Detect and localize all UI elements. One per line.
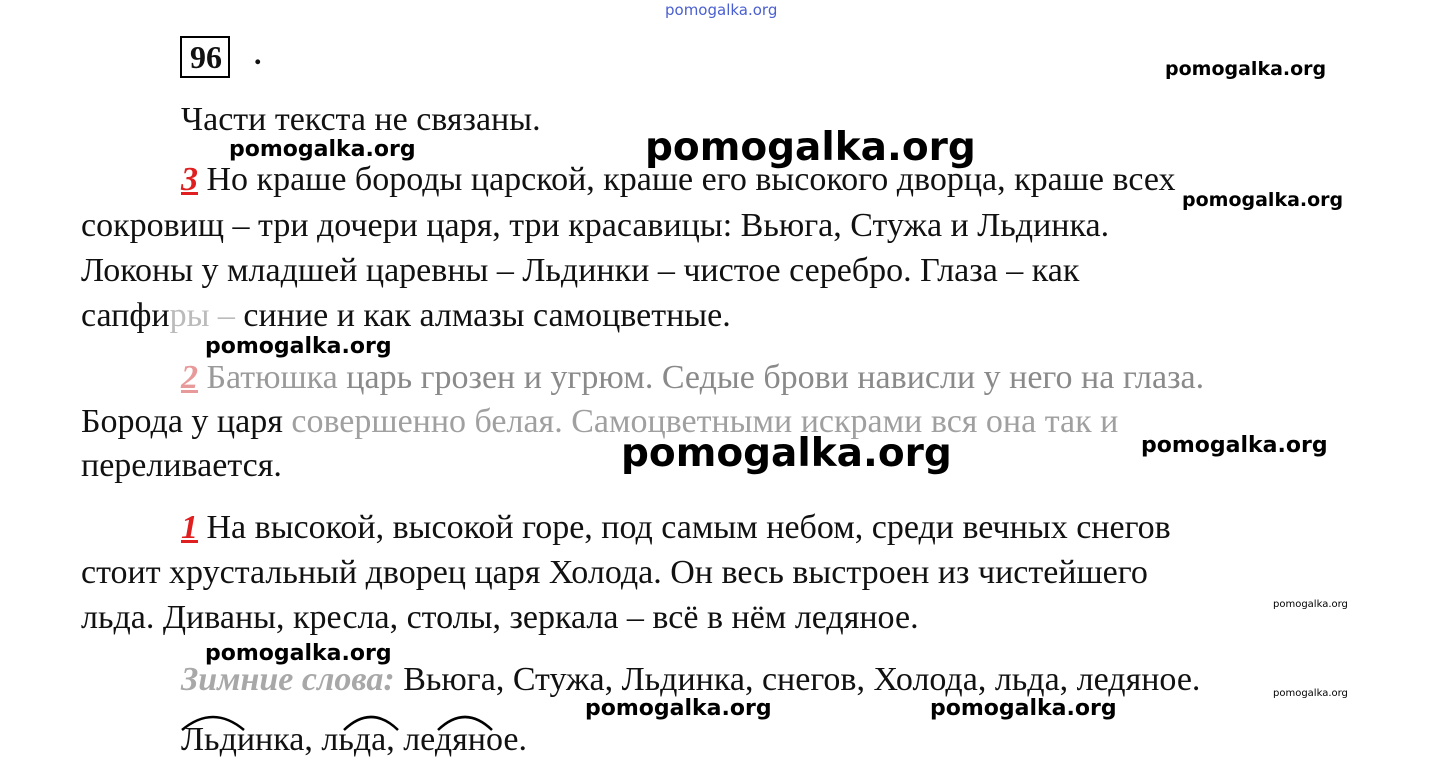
watermark-top: pomogalka.org <box>665 1 778 19</box>
para2-line-1-a: Батюшка <box>198 359 347 396</box>
winter-words-label: Зимние слова: <box>181 661 395 698</box>
watermark-tiny-1: pomogalka.org <box>1273 599 1348 610</box>
para3-line-1 <box>181 163 1176 197</box>
watermark-left-2: pomogalka.org <box>205 334 392 359</box>
watermark-right-1: pomogalka.org <box>1182 189 1344 211</box>
para2-line-1 <box>181 361 1204 395</box>
watermark-bottom-2: pomogalka.org <box>930 696 1117 721</box>
para1-number: 1 <box>181 509 198 546</box>
para2-line-2-b: совершенно белая. Самоцветными искрами вся она так и <box>291 403 1119 440</box>
watermark-big-2: pomogalka.org <box>621 431 952 476</box>
para2-number: 2 <box>181 359 198 396</box>
watermark-big-1: pomogalka.org <box>645 125 976 170</box>
winter-words-line <box>181 663 1200 697</box>
para1-line-2: стоит хрустальный дворец царя Холода. Он весь выстроен из чистейшего <box>81 554 1148 591</box>
para2-line-2-a: Борода у царя <box>81 403 292 440</box>
watermark-tiny-2: pomogalka.org <box>1273 688 1348 699</box>
para3-line-4-c: синие и как алмазы самоцветные. <box>243 297 731 334</box>
para1-line-1 <box>181 511 1171 545</box>
watermark-right-2: pomogalka.org <box>1141 433 1328 458</box>
watermark-bottom-1: pomogalka.org <box>585 696 772 721</box>
task-number-dot: . <box>254 38 262 71</box>
intro-text: Части текста не связаны. <box>181 101 541 138</box>
para3-line-1-text: Но краше бороды царской, краше его высокого дворца, краше всех <box>198 161 1176 198</box>
watermark-left-3: pomogalka.org <box>205 641 392 666</box>
para2-line-1-b: царь грозен и угрюм. Седые брови нависли у него на глаза. <box>346 359 1205 396</box>
para3-line-4-a: сапфи <box>81 297 170 334</box>
para1-line-1-text: На высокой, высокой горе, под самым небом, среди вечных снегов <box>198 509 1171 546</box>
watermark-header-right: pomogalka.org <box>1165 58 1327 80</box>
para3-number: 3 <box>181 161 198 198</box>
winter-words-list: Вьюга, Стужа, Льдинка, снегов, Холода, льда, ледяное. <box>394 661 1201 698</box>
watermark-left-1: pomogalka.org <box>229 137 416 162</box>
para3-line-3: Локоны у младшей царевны – Льдинки – чистое серебро. Глаза – как <box>81 252 1080 289</box>
para3-line-4-b: ры – <box>169 297 244 334</box>
para3-line-4 <box>81 299 731 333</box>
para2-line-2 <box>81 405 1118 439</box>
root-words-line: Льдинка, льда, ледяное. <box>181 721 527 758</box>
para3-line-2: сокровищ – три дочери царя, три красавицы: Вьюга, Стужа и Льдинка. <box>81 207 1110 244</box>
para2-line-3: переливается. <box>81 447 282 484</box>
task-number: 96 <box>180 36 230 78</box>
para1-line-3: льда. Диваны, кресла, столы, зеркала – всё в нём ледяное. <box>81 599 919 636</box>
